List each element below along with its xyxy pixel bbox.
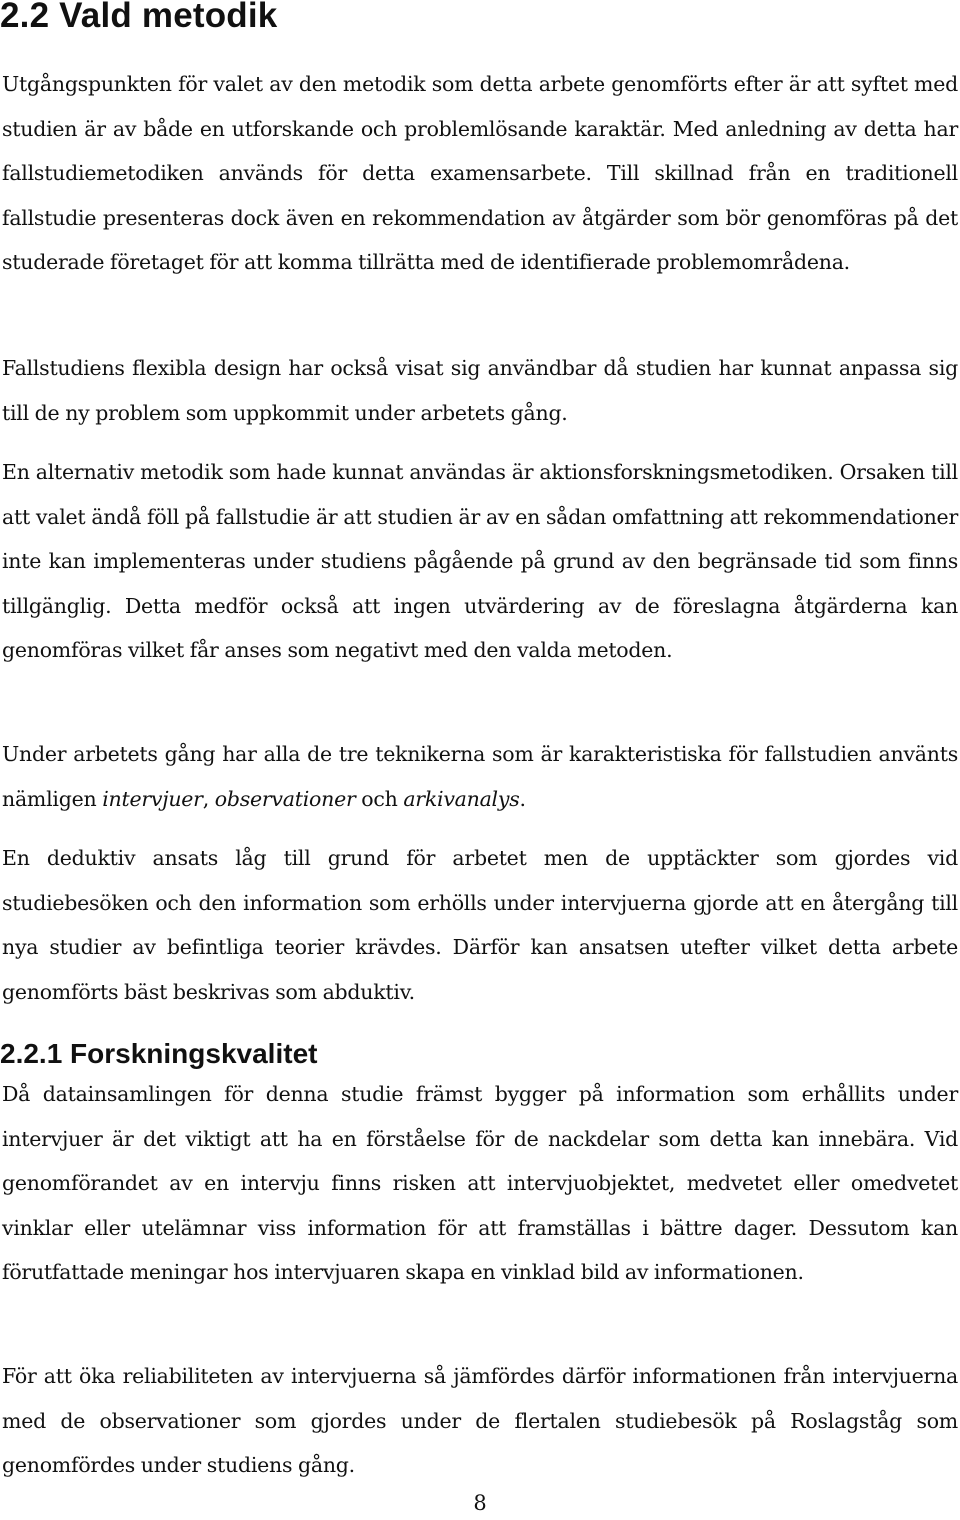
paragraph-alternative-method: En alternativ metodik som hade kunnat användas är aktionsforskningsmetodiken. Orsaken till att valet ändå föll på fallstudie är att studien är av en sådan omfattning att rekommendationer inte kan implementeras under studiens pågående på grund av den begränsade tid som finns tillgänglig. Detta medför också att ingen utvärdering av de föreslagna åtgärderna kan genomföras vilket får anses som negativt med den valda metoden. (2, 460, 958, 663)
technique-observations: observationer (214, 786, 356, 811)
technique-interviews: intervjuer (102, 786, 203, 811)
techniques-separator: , (202, 786, 215, 811)
techniques-end: . (519, 786, 526, 811)
page-number: 8 (473, 1491, 487, 1515)
techniques-text: Under arbetets gång har alla de tre teknikerna som är karakteristiska för fallstudien använts nämligen (2, 742, 958, 811)
paragraph-flexible-design: Fallstudiens flexibla design har också visat sig användbar då studien har kunnat anpassa sig till de ny problem som uppkommit under arbetets gång. (2, 356, 958, 425)
paragraph-reliability: För att öka reliabiliteten av intervjuerna så jämfördes därför informationen från intervjuerna med de observationer som gjordes under de flertalen studiebesök på Roslagståg som genomfördes under studiens gång. (2, 1364, 958, 1478)
subsection-heading: 2.2.1 Forskningskvalitet (0, 1038, 318, 1069)
technique-archive-analysis: arkivanalys (403, 786, 520, 811)
techniques-conjunction: och (355, 786, 404, 811)
paragraph-method-intro: Utgångspunkten för valet av den metodik som detta arbete genomförts efter är att syftet med studien är av både en utforskande och problemlösande karaktär. Med anledning av detta har fallstudiemetodiken används för detta examensarbete. Till skillnad från en traditionell fallstudie presenteras dock även en rekommendation av åtgärder som bör genomföras på det studerade företaget för att komma tillrätta med de identifierade problemområdena. (2, 72, 958, 275)
paragraph-techniques (2, 732, 958, 821)
paragraph-approach: En deduktiv ansats låg till grund för arbetet men de upptäckter som gjordes vid studiebesöken och den information som erhölls under intervjuerna gjorde att en återgång till nya studier av befintliga teorier krävdes. Därför kan ansatsen utefter vilket detta arbete genomförts bäst beskrivas som abduktiv. (2, 846, 958, 1004)
paragraph-research-quality: Då datainsamlingen för denna studie främst bygger på information som erhållits under intervjuer är det viktigt att ha en förståelse för de nackdelar som detta kan innebära. Vid genomförandet av en intervju finns risken att intervjuobjektet, medvetet eller omedvetet vinklar eller utelämnar viss information för att framställas i bättre dager. Dessutom kan förutfattade meningar hos intervjuaren skapa en vinklad bild av informationen. (2, 1082, 958, 1285)
section-heading: 2.2 Vald metodik (0, 0, 278, 35)
